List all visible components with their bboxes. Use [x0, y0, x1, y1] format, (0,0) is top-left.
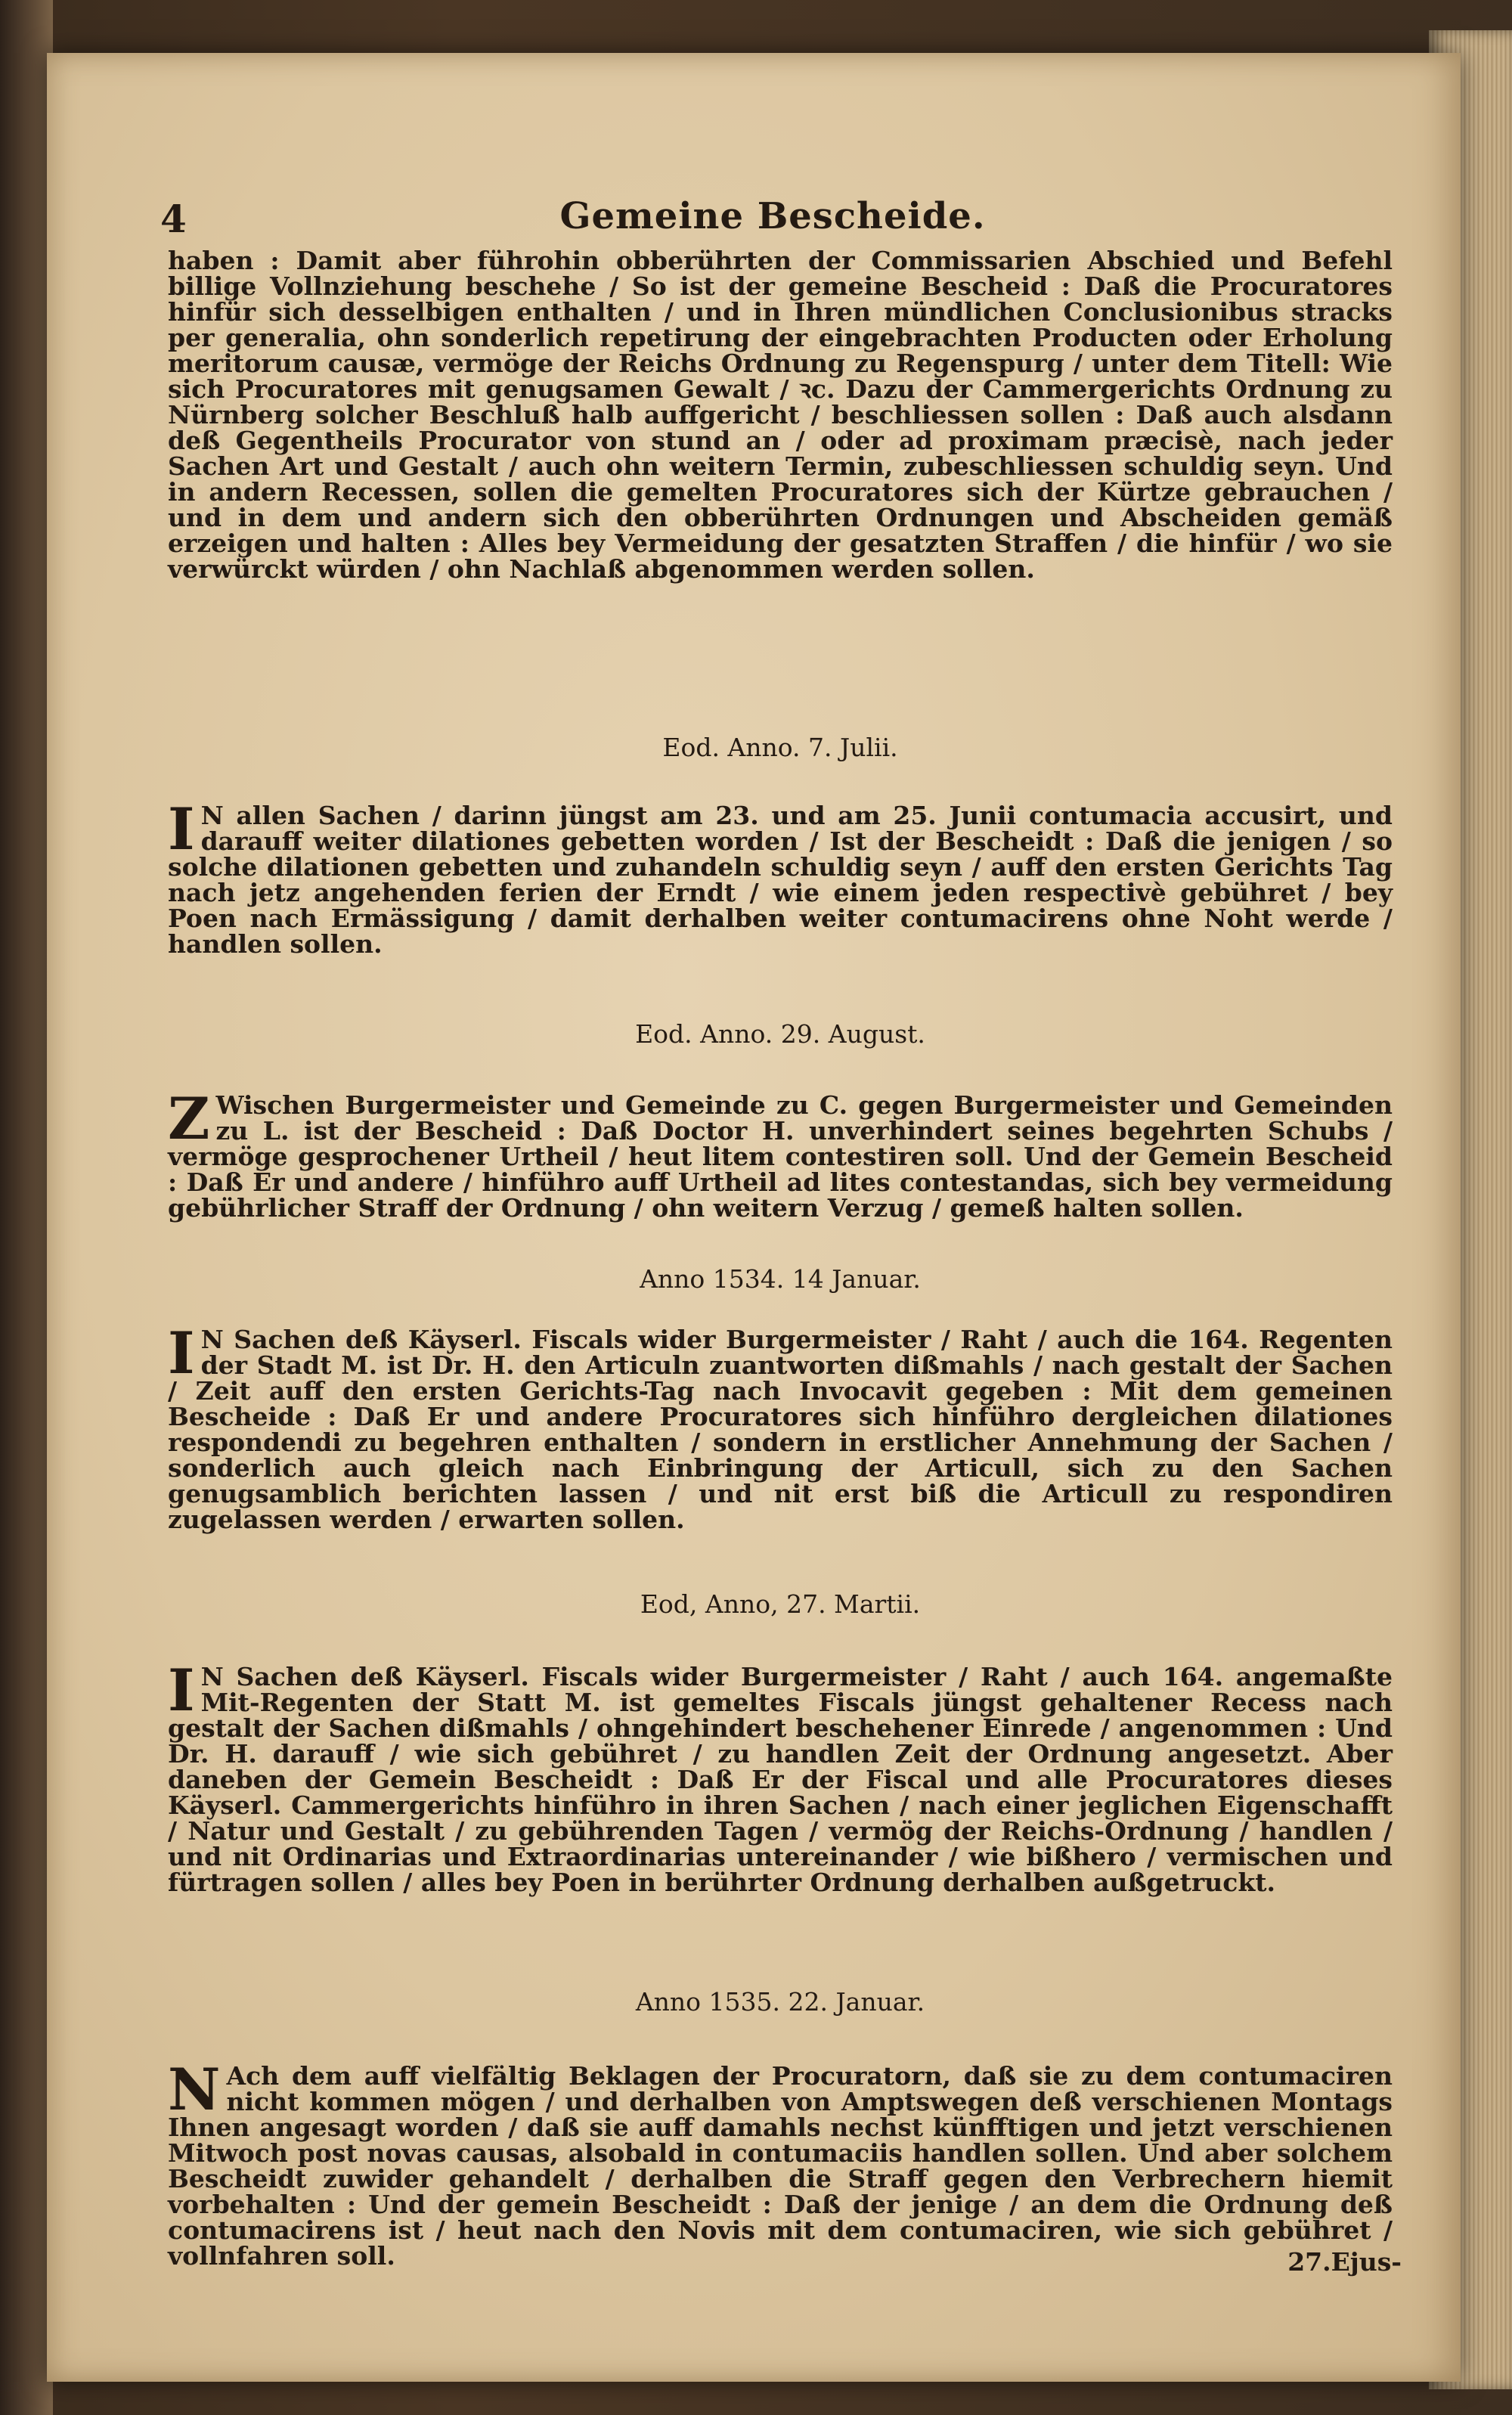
page-header — [160, 189, 1385, 242]
paragraph — [168, 1085, 1393, 1274]
section-date: Eod. Anno. 7. Julii. — [662, 733, 898, 762]
paragraph — [168, 1319, 1393, 1576]
section-date: Anno 1535. 22. Januar. — [635, 1987, 925, 2017]
catchword: 27.Ejus- — [1287, 2247, 1402, 2277]
drop-initial: I — [168, 1319, 195, 1387]
paragraph-text: N Sachen deß Käyserl. Fiscals wider Burgermeister / Raht / auch 164. angemaßte Mit-Regenten der Statt M. ist gemeltes Fiscals jüngst gehaltener Recess nach gestalt der Sachen dißmahls / ohngehindert beschehener Einrede / angenommen : Und Dr. H. darauff / wie sich gebühret / zu handlen Zeit der Ordnung angesetzt. Aber daneben der Gemein Bescheidt : Daß Er der Fiscal und alle Procuratores dieses Käyserl. Cammergerichts hinführo in ihren Sachen / nach einer jeglichen Eigenschafft / Natur und Gestalt / zu gebührenden Tagen / vermög der Reichs-Ordnung / handlen / und nit Ordinarias und Extraordinarias untereinander / wie bißhero / vermischen und fürtragen sollen / alles bey Poen in berührter Ordnung derhalben außgetruckt. — [168, 1662, 1393, 1897]
paragraph-continuation: haben : Damit aber führohin obberührten der Commissarien Abschied und Befehl billige Vollnziehung beschehe / So ist der gemeine Bescheid : Daß die Procuratores hinfür sich desselbigen enthalten / und in Ihren mündlichen Conclusionibus stracks per generalia, ohn sonderlich repetirung der eingebrachten Producten oder Erholung meritorum causæ, vermöge der Reichs Ordnung zu Regenspurg / unter dem Titell: Wie sich Procuratores mit genugsamen Gewalt / ꝛc. Dazu der Cammergerichts Ordnung zu Nürnberg solcher Beschluß halb auffgericht / beschliessen sollen : Daß auch alsdann deß Gegentheils Procurator von stund an / oder ad proximam præcisè, nach jeder Sachen Art und Gestalt / auch ohn weitern Termin, zubeschliessen schuldig seyn. Und in andern Recessen, sollen die gemelten Procuratores sich der Kürtze gebrauchen / und in dem und andern sich den obberührten Ordnungen und Abscheiden gemäß erzeigen und halten : Alles bey Vermeidung der gesatzten Straffen / die hinfür / wo sie verwürckt würden / ohn Nachlaß abgenommen werden sollen. — [168, 246, 1393, 584]
paragraph-text: Wischen Burgermeister und Gemeinde zu C. gegen Burgermeister und Gemeinden zu L. ist der Bescheid : Daß Doctor H. unverhindert seines begehrten Schubs / vermöge gesprochener Urtheil / heut litem contestiren soll. Und der Gemein Bescheid : Daß Er und andere / hinführo auff Urtheil ad lites contestandas, sich bey vermeidung gebührlicher Straff der Ordnung / ohn weitern Verzug / gemeß halten sollen. — [168, 1090, 1393, 1223]
drop-initial: Z — [168, 1085, 210, 1152]
paragraph-text: N Sachen deß Käyserl. Fiscals wider Burgermeister / Raht / auch die 164. Regenten der Stadt M. ist Dr. H. den Articuln zuantworten dißmahls / nach gestalt der Sachen / Zeit auff den ersten Gerichts-Tag nach Invocavit gegeben : Mit dem gemeinen Bescheide : Daß Er und andere Procuratores sich hinführo dergleichen dilationes respondendi zu begehren enthalten / sondern in erstlicher Annehmung der Sachen / sonderlich auch gleich nach Einbringung der Articull, sich zu den Sachen genugsamblich berichten lassen / und nit erst biß die Articull zu respondiren zugelassen werden / erwarten sollen. — [168, 1325, 1393, 1534]
paragraph-text: N allen Sachen / darinn jüngst am 23. und am 25. Junii contumacia accusirt, und darauff weiter dilationes gebetten worden / Ist der Bescheidt : Daß die jenigen / so solche dilationen gebetten und zuhandeln schuldig seyn / auff den ersten Gerichts Tag nach jetz angehenden ferien der Erndt / wie einem jeden respectivè gebühret / bey Poen nach Ermässigung / damit derhalben weiter contumacirens ohne Noht werde / handlen sollen. — [168, 801, 1393, 959]
section-date: Eod, Anno, 27. Martii. — [640, 1589, 921, 1619]
paragraph — [168, 795, 1393, 996]
paragraph — [168, 1657, 1393, 1959]
section-date: Eod. Anno. 29. August. — [635, 1019, 925, 1049]
page-number: 4 — [160, 197, 187, 241]
book-binding-edge — [0, 0, 53, 2415]
drop-initial: N — [168, 2056, 221, 2123]
running-title: Gemeine Bescheide. — [559, 195, 986, 237]
book-page — [47, 53, 1461, 2382]
drop-initial: I — [168, 1657, 195, 1724]
paragraph-text: Ach dem auff vielfältig Beklagen der Procuratorn, daß sie zu dem contumaciren nicht kommen mögen / und derhalben von Amptswegen deß verschienen Montags Ihnen angesagt worden / daß sie auff damahls nechst künfftigen und jetzt verschienen Mitwoch post novas causas, alsobald in contumaciis handlen sollen. Und aber solchem Bescheidt zuwider gehandelt / derhalben die Straff gegen den Verbrechern hiemit vorbehalten : Und der gemein Bescheidt : Daß der jenige / an dem die Ordnung deß contumacirens ist / heut nach den Novis mit dem contumaciren, wie sich gebühret / vollnfahren soll. — [168, 2061, 1393, 2271]
drop-initial: I — [168, 795, 195, 863]
section-date: Anno 1534. 14 Januar. — [640, 1264, 921, 1294]
